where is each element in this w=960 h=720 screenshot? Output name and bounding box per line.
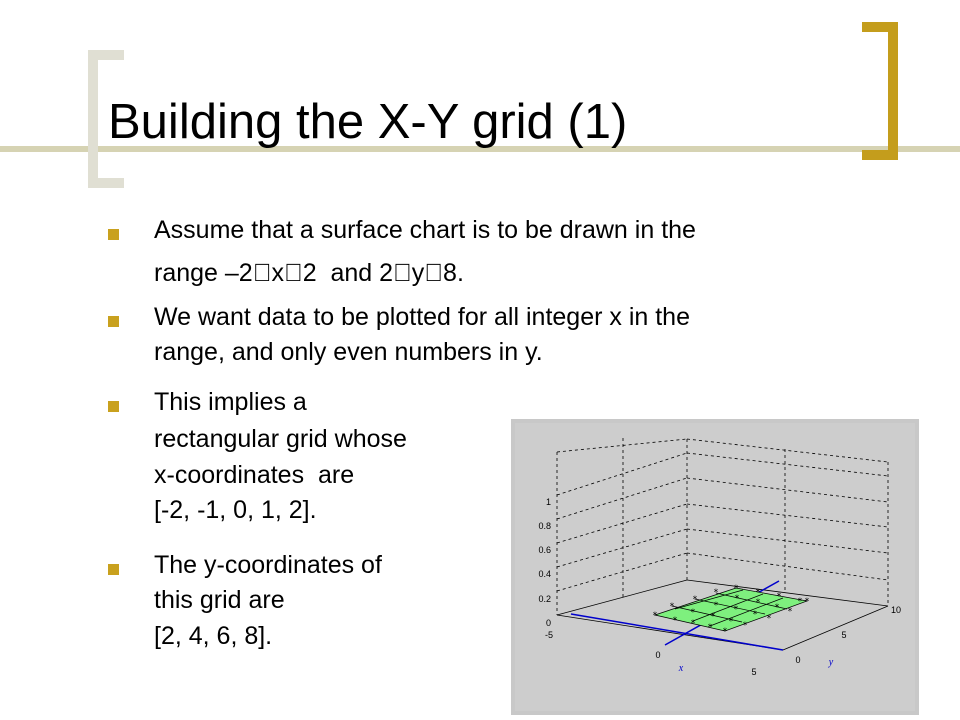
- bullet-marker: [108, 401, 119, 412]
- bullet-line: We want data to be plotted for all integer x in the: [154, 303, 690, 331]
- bullet-marker: [108, 229, 119, 240]
- y-tick-label: 5: [841, 630, 847, 640]
- grid-point: *: [755, 588, 761, 598]
- grid-point: *: [672, 616, 678, 626]
- grid-point: *: [710, 612, 716, 622]
- grid-point: *: [692, 595, 698, 605]
- grid-point: *: [690, 608, 696, 618]
- grid-z08-right: [687, 478, 888, 502]
- grid-z06-right: [687, 504, 888, 527]
- bullet-line: range –2 x 2 and 2 y 8.: [154, 259, 417, 287]
- grid-point: *: [728, 617, 734, 627]
- bullet-line: rectangular grid whose: [154, 425, 407, 453]
- grid-z10-left: [557, 453, 687, 495]
- back-top-edge-left: [557, 439, 687, 452]
- grid-point: *: [690, 619, 696, 629]
- y-tick-label: 0: [795, 655, 801, 665]
- grid-z06-left: [557, 504, 687, 543]
- x-tick-label: 5: [751, 667, 757, 677]
- grid-point: *: [652, 611, 658, 621]
- grid-point: *: [755, 598, 761, 608]
- back-top-edge-right: [687, 439, 888, 462]
- grid-point: *: [733, 584, 739, 594]
- grid-point: *: [707, 623, 713, 633]
- bullet-line: x-coordinates are: [154, 461, 355, 489]
- x-axis-label: x: [678, 663, 684, 674]
- grid-z04-right: [687, 529, 888, 553]
- bullet-line: Assume that a surface chart is to be drawn in the: [154, 216, 696, 244]
- grid-point: *: [722, 627, 728, 637]
- bullet-line: [2, 4, 6, 8].: [154, 622, 273, 650]
- surface-grid: [652, 584, 809, 637]
- grid-point: *: [766, 614, 772, 624]
- bullet-line: range, and only even numbers in y.: [154, 338, 543, 366]
- grid-point: *: [713, 588, 719, 598]
- bullet-marker: [108, 564, 119, 575]
- z-axis-ticks: [538, 497, 551, 628]
- bullet-line: This implies a: [154, 388, 307, 416]
- z-tick-label: 0.8: [538, 521, 551, 531]
- grid-point: *: [787, 607, 793, 617]
- grid-point: *: [734, 594, 740, 604]
- bullet-line: this grid are: [154, 586, 285, 614]
- grid-z10-right: [687, 453, 888, 476]
- bullet-line: [-2, -1, 0, 1, 2].: [154, 496, 317, 524]
- z-tick-label: 0: [545, 618, 551, 628]
- figure-panel: [515, 423, 915, 711]
- bullet-line: The y-coordinates of: [154, 551, 382, 579]
- grid-point: *: [776, 592, 782, 602]
- z-tick-label: 1: [545, 497, 551, 507]
- grid-point: *: [713, 601, 719, 611]
- y-axis-label: y: [828, 657, 834, 668]
- x-tick-label: 0: [655, 650, 661, 660]
- y-axis-ticks: [795, 605, 901, 665]
- right-bracket-decoration: [862, 22, 898, 160]
- surface-plot-canvas: [515, 423, 915, 711]
- bullet-marker: [108, 316, 119, 327]
- y-tick-label: 10: [890, 605, 902, 615]
- grid-z04-left: [557, 529, 687, 567]
- grid-point: *: [774, 603, 780, 613]
- grid-point: *: [752, 610, 758, 620]
- slide-title: Building the X-Y grid (1): [108, 95, 628, 149]
- grid-point: *: [804, 597, 810, 607]
- x-axis-ticks: [545, 630, 757, 677]
- grid-point: *: [669, 602, 675, 612]
- grid-point: *: [733, 605, 739, 615]
- grid-z02-right: [687, 553, 888, 580]
- surface-plot-figure: [511, 419, 919, 715]
- z-tick-label: 0.2: [538, 594, 551, 604]
- x-tick-label: -5: [544, 630, 554, 640]
- z-tick-label: 0.6: [538, 545, 551, 555]
- floor-front-right: [783, 606, 888, 650]
- grid-point: *: [742, 621, 748, 631]
- grid-z08-left: [557, 478, 687, 519]
- grid-point: *: [797, 597, 803, 607]
- z-tick-label: 0.4: [538, 569, 551, 579]
